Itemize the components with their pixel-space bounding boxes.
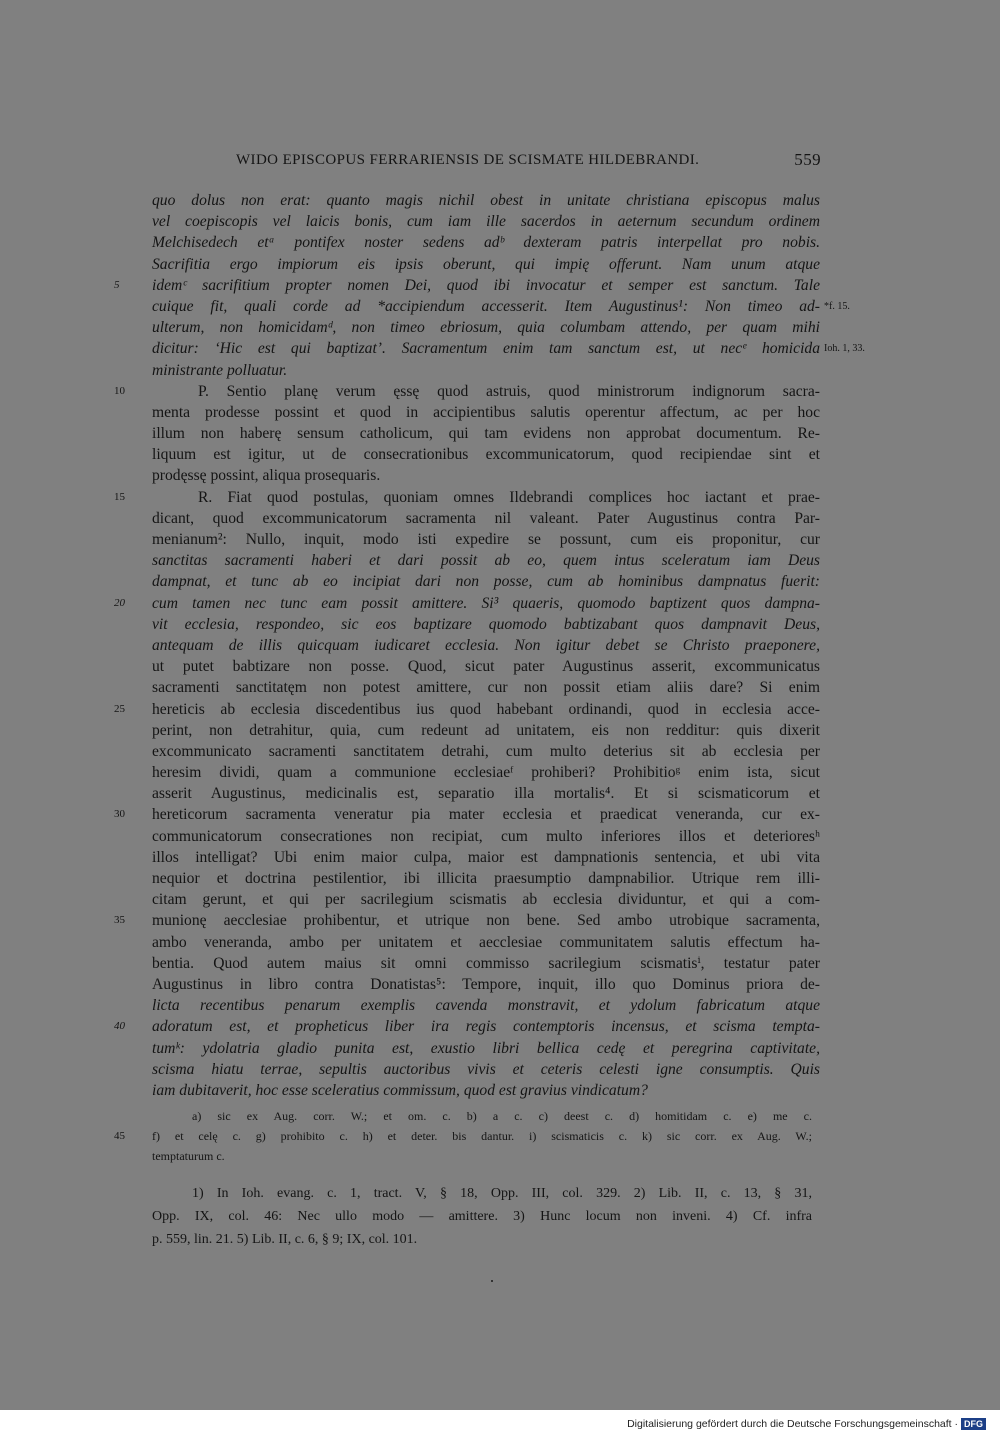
line-number: 10: [114, 384, 125, 397]
text-line: [152, 889, 820, 910]
text-line: [114, 487, 820, 508]
line-number: 20: [114, 596, 125, 609]
footer-text: Digitalisierung gefördert durch die Deutsche Forschungsgemeinschaft ·: [627, 1418, 958, 1430]
text-line: [152, 1038, 820, 1059]
text-line-content: heresim dividi, quam a communione ecclesiaeᶠ prohiberi? Prohibitioᵍ enim ista, sicut: [152, 764, 820, 782]
text-line: [152, 741, 820, 762]
text-line-content: dicitur: ‘Hic est qui baptizat’. Sacramentum enim tam sanctum est, ut necᵉ homicida: [152, 340, 820, 358]
text-line-content: scisma hiatu terrae, sepultis auctoribus vivis et ceteris celesti igne consumptis. Quis: [152, 1060, 820, 1078]
variant-note-line: [152, 1146, 812, 1166]
margin-note: *f. 15.: [824, 300, 850, 312]
variant-note-line: [152, 1106, 812, 1126]
text-line-content: P. Sentio planę verum ęssę quod astruis, quod ministrorum indignorum sacra-: [198, 382, 820, 400]
source-notes: [152, 1182, 812, 1251]
text-line-content: tumᵏ: ydolatria gladio punita est, exustio libri bellica cedę et peregrina captivitate,: [152, 1039, 820, 1057]
text-line: [152, 254, 820, 275]
text-line-content: antequam de illis quicquam iudicaret ecclesia. Non igitur debet se Christo praeponere,: [152, 636, 820, 654]
text-line: [152, 762, 820, 783]
source-note-line: [152, 1182, 812, 1205]
text-line: [152, 232, 820, 253]
text-line-content: adoratum est, et propheticus liber ira regis contemptoris incensus, et scisma tempta-: [152, 1018, 820, 1036]
header-title: WIDO EPISCOPUS FERRARIENSIS DE SCISMATE HILDEBRANDI.: [236, 152, 700, 168]
text-line: [152, 995, 820, 1016]
text-line-content: liquum est igitur, ut de consecrationibus excommunicatorum, quod recipiendae sint et: [152, 446, 820, 464]
text-line: [152, 826, 820, 847]
text-line-content: quo dolus non erat: quanto magis nichil obest in unitate christiana episcopus malus: [152, 192, 820, 209]
speck: [491, 1280, 493, 1282]
text-line-content: cum tamen nec tunc eam possit amittere. Si³ quaeris, quomodo baptizent quos dampna-: [152, 594, 820, 612]
text-line: [152, 974, 820, 995]
text-line: [152, 614, 820, 635]
text-line: [152, 465, 820, 486]
note-text: a) sic ex Aug. corr. W.; et om. c. b) a c. c) deest c. d) homitidam c. e) me c.: [192, 1109, 812, 1123]
text-line-content: dampnat, et tunc ab eo incipiat dari non posse, cum ab hominibus dampnatus fuerit:: [152, 573, 820, 591]
variant-notes: [114, 1106, 812, 1166]
text-line: [152, 635, 820, 656]
text-line-content: idemᶜ sacrifitium propter nomen Dei, quod ibi invocatur et semper est sanctum. Tale: [152, 276, 820, 294]
line-number: 45: [114, 1130, 125, 1142]
text-line: [152, 338, 865, 359]
text-line-content: illos intelligat? Ubi enim maior culpa, maior est dampnationis sentencia, et ubi vita: [152, 848, 820, 866]
text-line-content: Melchisedech etᵃ pontifex noster sedens adᵇ dexteram patris interpellat pro nobis.: [152, 234, 820, 252]
text-line-content: sacramenti sanctitatęm non potest amittere, cur non possit etiam aliis dare? Si enim: [152, 679, 820, 697]
text-line-content: perint, non detrahitur, quia, cum redeunt ad unitatem, eis non redditur: quis dixerit: [152, 721, 820, 739]
text-line: [114, 381, 820, 402]
page-number: 559: [794, 150, 821, 169]
text-line: [114, 275, 820, 296]
text-line-content: asserit Augustinus, medicinalis est, separatio illa mortalis⁴. Et si scismaticorum et: [152, 785, 820, 803]
text-line-content: prodęssę possint, aliqua prosequaris.: [152, 467, 381, 485]
text-line-content: dicant, quod excommunicatorum sacramenta nil valeant. Pater Augustinus contra Par-: [152, 509, 820, 527]
text-line: [114, 804, 820, 825]
line-number: 25: [114, 702, 125, 715]
text-line-content: ut putet babtizare non posse. Quod, sicut pater Augustinus asserit, excommunicatus: [152, 658, 820, 676]
text-line-content: citam gerunt, et qui per sacrilegium scismatis ab ecclesia dividuntur, et qui a com-: [152, 891, 820, 909]
line-number: 5: [114, 278, 120, 291]
text-line-content: munionę aecclesiae prohibentur, et utrique non bene. Sed ambo utrobique sacramenta,: [152, 912, 820, 930]
text-line-content: Augustinus in libro contra Donatistas⁵: Tempore, inquit, illo quo Dominus priora de-: [152, 975, 820, 993]
text-line: [114, 593, 820, 614]
text-line-content: vit ecclesia, respondeo, sic eos baptizare quomodo babtizabant quos dampnavit Deus,: [152, 615, 820, 633]
text-line: [152, 317, 820, 338]
margin-note: Ioh. 1, 33.: [824, 343, 865, 355]
text-line: [114, 910, 820, 931]
note-text: Opp. IX, col. 46: Nec ullo modo — amittere. 3) Hunc locum non inveni. 4) Cf. infra: [152, 1209, 812, 1224]
text-line: [152, 783, 820, 804]
text-line: [152, 529, 820, 550]
note-text: 1) In Ioh. evang. c. 1, tract. V, § 18, Opp. III, col. 329. 2) Lib. II, c. 13, § 31,: [192, 1186, 812, 1201]
text-line-content: ministrante polluatur.: [152, 361, 288, 379]
text-line: [114, 1016, 820, 1037]
text-line-content: illum non haberę sensum catholicum, qui tam evidens non approbat documentum. Re-: [152, 425, 820, 443]
note-text: p. 559, lin. 21. 5) Lib. II, c. 6, § 9; IX, col. 101.: [152, 1232, 418, 1247]
text-line: [152, 190, 820, 211]
text-line: [152, 402, 820, 423]
text-line: [152, 847, 820, 868]
text-line-content: communicatorum consecrationes non recipiat, cum multo inferiores illos et deterioresʰ: [152, 827, 820, 845]
text-line-content: vel coepiscopis vel laicis bonis, cum iam ille sacerdos in aeternum secundum ordinem: [152, 213, 820, 231]
text-line-content: bentia. Quod autem maius sit omni commisso sacrilegium scismatisⁱ, testatur pater: [152, 954, 820, 972]
text-line-content: excommunicato sacramenti sanctitatem detrahi, cum multo deterius sit ab ecclesia per: [152, 742, 820, 760]
note-text: f) et celę c. g) prohibito c. h) et deter. bis dantur. i) scismaticis c. k) sic corr. ex Aug. W.;: [152, 1129, 812, 1143]
text-line-content: menta prodesse possint et quod in accipientibus salutis operentur affectum, ac per hoc: [152, 403, 820, 421]
dfg-logo: DFG: [961, 1418, 986, 1430]
text-line: [152, 571, 820, 592]
note-text: temptaturum c.: [152, 1149, 225, 1163]
text-line: [152, 508, 820, 529]
line-number: 35: [114, 914, 125, 927]
text-line-content: hereticorum sacramenta veneratur pia mater ecclesia et praedicat veneranda, cur ex-: [152, 806, 820, 824]
text-line: [152, 1059, 820, 1080]
text-line: [152, 360, 820, 381]
text-line: [152, 932, 820, 953]
text-line-content: hereticis ab ecclesia discedentibus ius quod habebant ordinandi, quod in ecclesia acce-: [152, 700, 820, 718]
text-line-content: Sacrifitia ergo impiorum eis ipsis oberunt, qui impię offerunt. Nam unum atque: [152, 255, 820, 273]
text-line: [152, 550, 820, 571]
text-line: [152, 1080, 820, 1101]
text-line: [152, 720, 820, 741]
text-line: [152, 868, 820, 889]
text-line: [152, 444, 820, 465]
text-line: [152, 953, 820, 974]
text-line-content: ambo veneranda, ambo per unitatem et aecclesiae communitatem salutis effectum ha-: [152, 933, 820, 951]
source-note-line: [152, 1205, 812, 1228]
digitization-footer: [627, 1418, 986, 1430]
text-line-content: iam dubitaverit, hoc esse sceleratius commissum, quod est gravius vindicatum?: [152, 1081, 648, 1099]
text-line: [152, 211, 820, 232]
variant-note-line: [114, 1126, 812, 1146]
text-line: [152, 423, 820, 444]
line-number: 15: [114, 490, 125, 503]
main-text: [114, 190, 865, 1101]
text-line: [114, 699, 820, 720]
line-number: 40: [114, 1020, 125, 1033]
text-line: [152, 296, 850, 317]
line-number: 30: [114, 808, 125, 821]
text-line-content: cuique fit, quali corde ad *accipiendum accesserit. Item Augustinus¹: Non timeo ad-: [152, 297, 820, 315]
text-line: [152, 677, 820, 698]
text-line-content: nequior et doctrina pestilentior, ibi illicita praesumptio dampnabilior. Utrique rem illi-: [152, 870, 820, 887]
source-note-line: [152, 1228, 812, 1251]
text-line-content: ulterum, non homicidamᵈ, non timeo ebriosum, quia columbam attendo, per quam mihi: [152, 319, 820, 337]
text-line-content: menianum²: Nullo, inquit, modo isti expedire se possunt, cum eis proponitur, cur: [152, 531, 820, 548]
text-line-content: R. Fiat quod postulas, quoniam omnes Ildebrandi complices hoc iactant et prae-: [198, 488, 820, 506]
text-line-content: sanctitas sacramenti haberi et dari possit ab eo, quem intus sceleratum iam Deus: [152, 552, 820, 570]
text-line: [152, 656, 820, 677]
text-line-content: licta recentibus penarum exemplis cavenda monstravit, et ydolum fabricatum atque: [152, 997, 820, 1015]
